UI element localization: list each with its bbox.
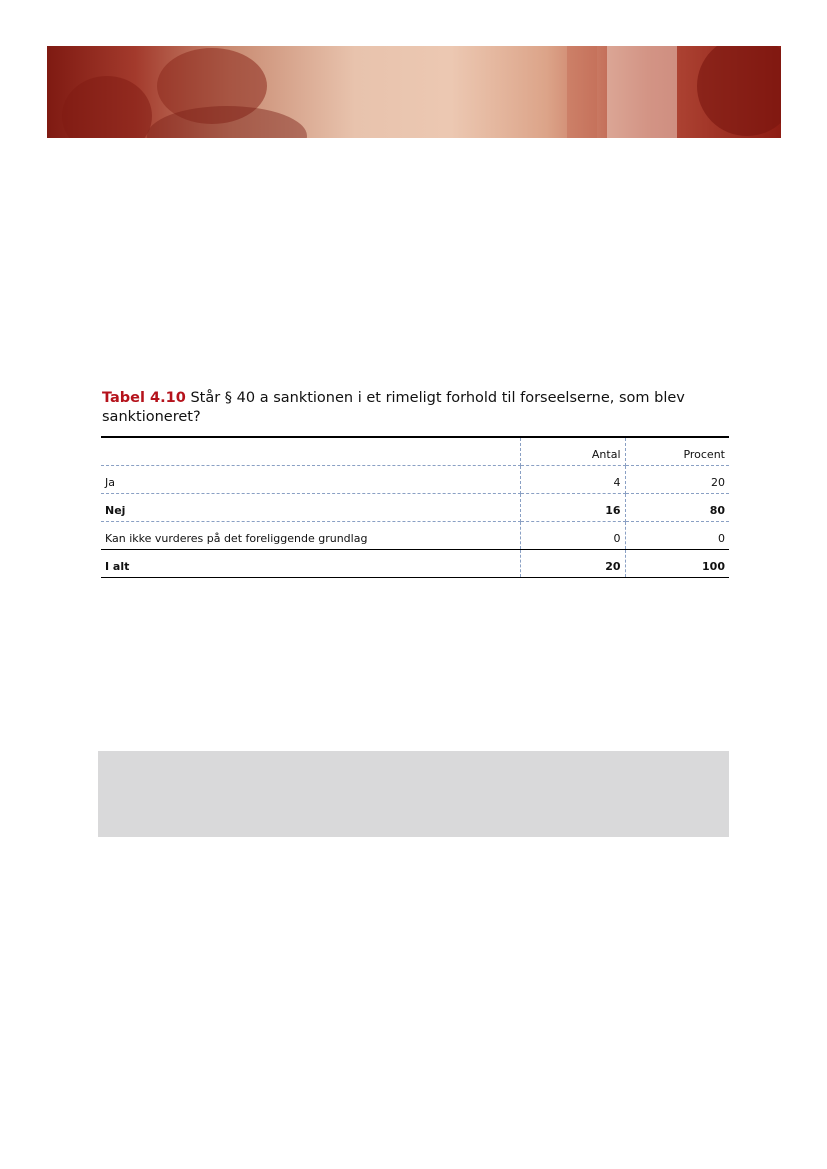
total-antal: 20 xyxy=(520,549,625,577)
results-table xyxy=(101,436,729,578)
header-antal: Antal xyxy=(520,437,625,465)
table-row xyxy=(101,521,729,549)
row-antal: 0 xyxy=(520,521,625,549)
table-header-row xyxy=(101,437,729,465)
row-procent: 0 xyxy=(625,521,729,549)
header-banner-image xyxy=(47,46,781,138)
row-label: Nej xyxy=(101,493,520,521)
table-row xyxy=(101,465,729,493)
header-label xyxy=(101,437,520,465)
banner-photo xyxy=(47,46,781,138)
row-procent: 80 xyxy=(625,493,729,521)
grey-text-box xyxy=(98,751,729,837)
row-antal: 16 xyxy=(520,493,625,521)
header-procent: Procent xyxy=(625,437,729,465)
row-label: Kan ikke vurderes på det foreliggende grundlag xyxy=(101,521,520,549)
table-caption-label: Tabel 4.10 xyxy=(102,390,186,406)
row-label: Ja xyxy=(101,465,520,493)
row-antal: 4 xyxy=(520,465,625,493)
row-procent: 20 xyxy=(625,465,729,493)
table-caption-text: Står § 40 a sanktionen i et rimeligt forhold til forseelserne, som blev sanktioneret? xyxy=(102,390,685,425)
table-total-row xyxy=(101,549,729,577)
table-row xyxy=(101,493,729,521)
total-procent: 100 xyxy=(625,549,729,577)
total-label: I alt xyxy=(101,549,520,577)
table-caption xyxy=(102,389,732,427)
